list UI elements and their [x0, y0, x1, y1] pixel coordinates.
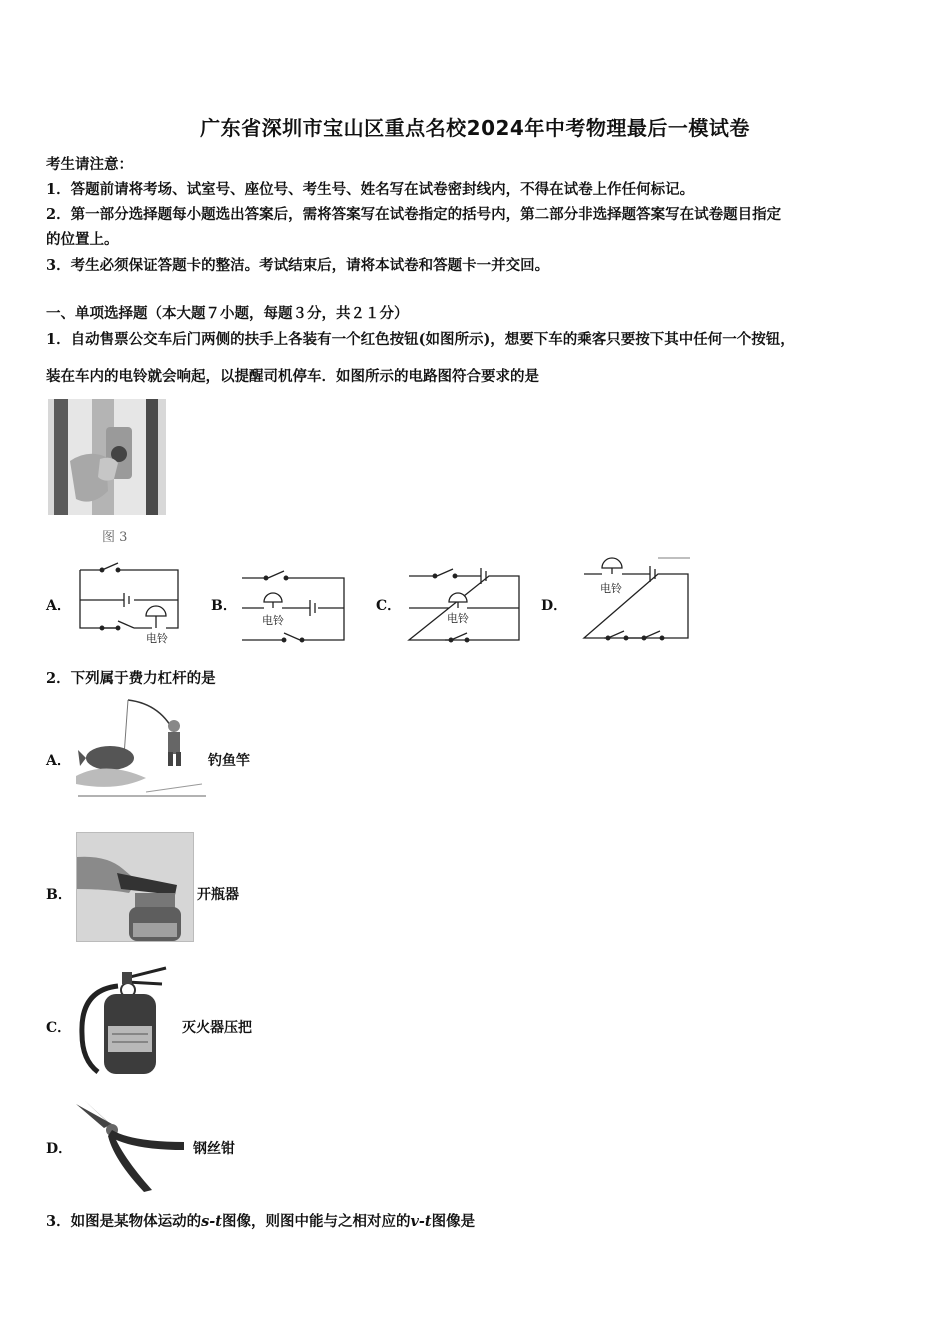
fire-extinguisher-image [72, 964, 168, 1080]
q1-stem-line-1: 1．自动售票公交车后门两侧的扶手上各装有一个红色按钮(如图所示)，想要下车的乘客只要按下其中任何一个按钮， [46, 331, 795, 348]
notice-item-2-continued: 的位置上。 [46, 231, 119, 248]
notice-heading: 考生请注意： [46, 156, 133, 173]
q2-option-c-letter: C． [46, 1020, 72, 1036]
fishing-rod-image [76, 696, 208, 806]
q1-stem-line-2: 装在车内的电铃就会响起，以提醒司机停车．如图所示的电路图符合要求的是 [46, 368, 539, 385]
q3-stem: 3．如图是某物体运动的s-t图像，则图中能与之相对应的v-t图像是 [46, 1213, 476, 1230]
q1-option-d-letter: D． [541, 598, 568, 614]
page-title: 广东省深圳市宝山区重点名校2024年中考物理最后一模试卷 [200, 116, 750, 140]
section-heading: 一、单项选择题（本大题７小题，每题３分，共２１分） [46, 305, 409, 322]
q2-option-d-text: 钢丝钳 [193, 1141, 235, 1157]
bell-label: 电铃 [146, 632, 168, 645]
pliers-image [72, 1098, 188, 1198]
figure-caption: 图 3 [102, 530, 128, 545]
q2-stem: 2．下列属于费力杠杆的是 [46, 670, 216, 687]
notice-item-1: 1．答题前请将考场、试室号、座位号、考生号、姓名写在试卷密封线内，不得在试卷上作任何标记。 [46, 181, 695, 198]
q1-circuit-d[interactable] [578, 550, 694, 648]
bottle-opener-image [76, 832, 194, 942]
q2-option-a-text: 钓鱼竿 [208, 753, 250, 769]
q1-circuit-a[interactable] [74, 560, 186, 650]
q1-option-a-letter: A． [46, 598, 71, 614]
notice-item-3: 3．考生必须保证答题卡的整洁。考试结束后，请将本试卷和答题卡一并交回。 [46, 257, 550, 274]
q1-circuit-b[interactable] [238, 566, 348, 650]
svg-text:电铃: 电铃 [600, 582, 622, 595]
q1-option-c-letter: C． [376, 598, 402, 614]
q1-circuit-c[interactable] [405, 562, 525, 650]
q2-option-b-letter: B． [46, 887, 72, 903]
q3-st-label: s-t [201, 1213, 222, 1230]
bus-button-photo [48, 399, 166, 515]
svg-text:电铃: 电铃 [447, 612, 469, 625]
svg-text:电铃: 电铃 [262, 614, 284, 627]
notice-item-2: 2．第一部分选择题每小题选出答案后，需将答案写在试卷指定的括号内，第二部分非选择题答案写在试卷题目指定 [46, 206, 782, 223]
q1-option-b-letter: B． [211, 598, 237, 614]
q2-option-a-letter: A． [46, 753, 71, 769]
q2-option-b-text: 开瓶器 [197, 887, 239, 903]
q2-option-d-letter: D． [46, 1141, 73, 1157]
q2-option-c-text: 灭火器压把 [182, 1020, 252, 1036]
q3-vt-label: v-t [410, 1213, 432, 1230]
